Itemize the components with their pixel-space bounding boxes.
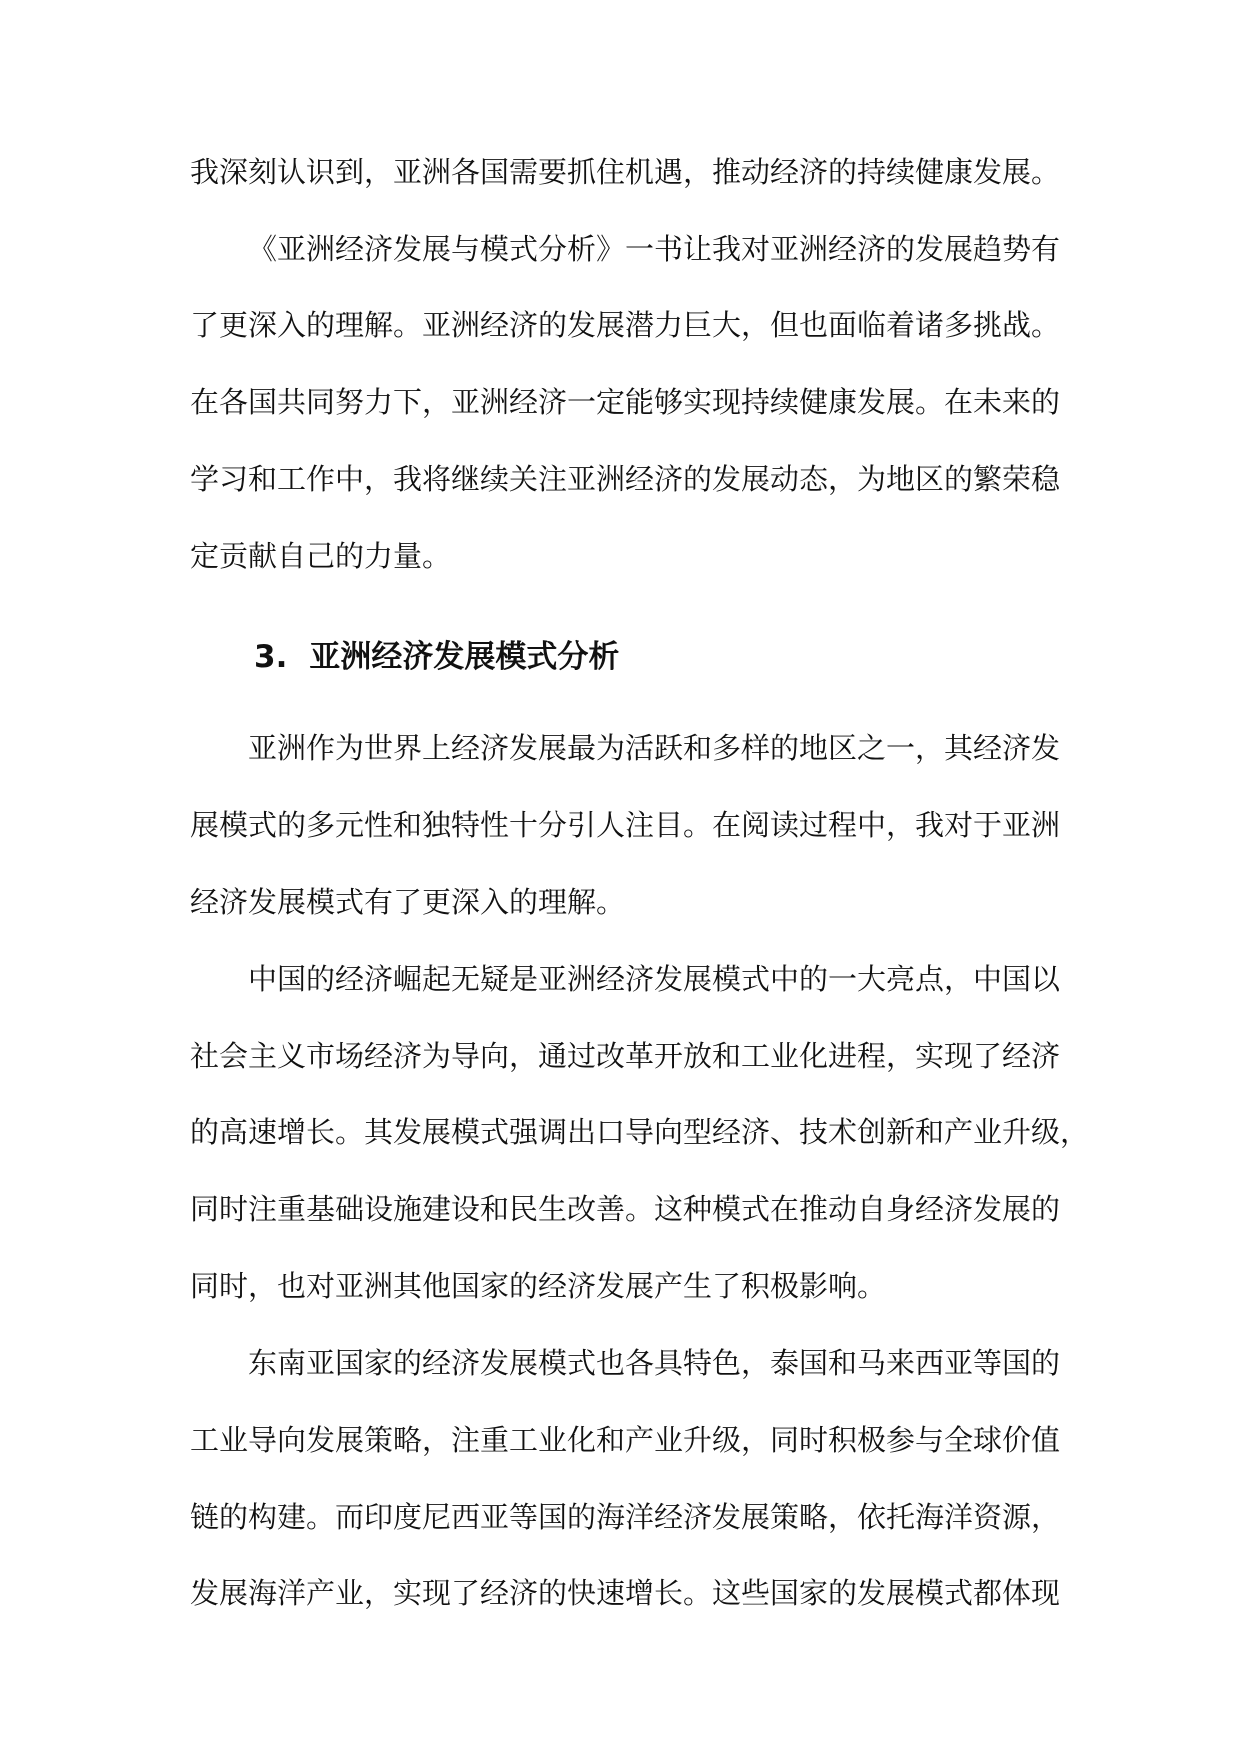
text-line: 《亚洲经济发展与模式分析》一书让我对亚洲经济的发展趋势有 — [248, 232, 1061, 266]
text-line: 东南亚国家的经济发展模式也各具特色，泰国和马来西亚等国的 — [248, 1346, 1061, 1380]
text-line: 发展海洋产业，实现了经济的快速增长。这些国家的发展模式都体现 — [190, 1576, 1061, 1610]
text-line: 链的构建。而印度尼西亚等国的海洋经济发展策略，依托海洋资源， — [190, 1500, 1061, 1534]
text-line: 亚洲作为世界上经济发展最为活跃和多样的地区之一，其经济发 — [248, 731, 1061, 765]
text-line: 的高速增长。其发展模式强调出口导向型经济、技术创新和产业升级， — [190, 1115, 1090, 1149]
section-number: 3. — [254, 639, 288, 675]
text-line: 社会主义市场经济为导向，通过改革开放和工业化进程，实现了经济 — [190, 1039, 1061, 1073]
text-line: 在各国共同努力下，亚洲经济一定能够实现持续健康发展。在未来的 — [190, 385, 1061, 419]
text-line: 我深刻认识到，亚洲各国需要抓住机遇，推动经济的持续健康发展。 — [190, 155, 1061, 189]
text-line: 同时，也对亚洲其他国家的经济发展产生了积极影响。 — [190, 1269, 887, 1303]
text-line: 中国的经济崛起无疑是亚洲经济发展模式中的一大亮点，中国以 — [248, 962, 1061, 996]
text-line: 同时注重基础设施建设和民生改善。这种模式在推动自身经济发展的 — [190, 1192, 1061, 1226]
text-line: 学习和工作中，我将继续关注亚洲经济的发展动态，为地区的繁荣稳 — [190, 462, 1061, 496]
text-line: 经济发展模式有了更深入的理解。 — [190, 885, 626, 919]
text-line: 工业导向发展策略，注重工业化和产业升级，同时积极参与全球价值 — [190, 1423, 1061, 1457]
section-title: 亚洲经济发展模式分析 — [309, 639, 620, 675]
text-line: 了更深入的理解。亚洲经济的发展潜力巨大，但也面临着诸多挑战。 — [190, 308, 1061, 342]
section-heading — [254, 637, 619, 677]
text-line: 展模式的多元性和独特性十分引人注目。在阅读过程中，我对于亚洲 — [190, 808, 1061, 842]
text-line: 定贡献自己的力量。 — [190, 539, 452, 573]
